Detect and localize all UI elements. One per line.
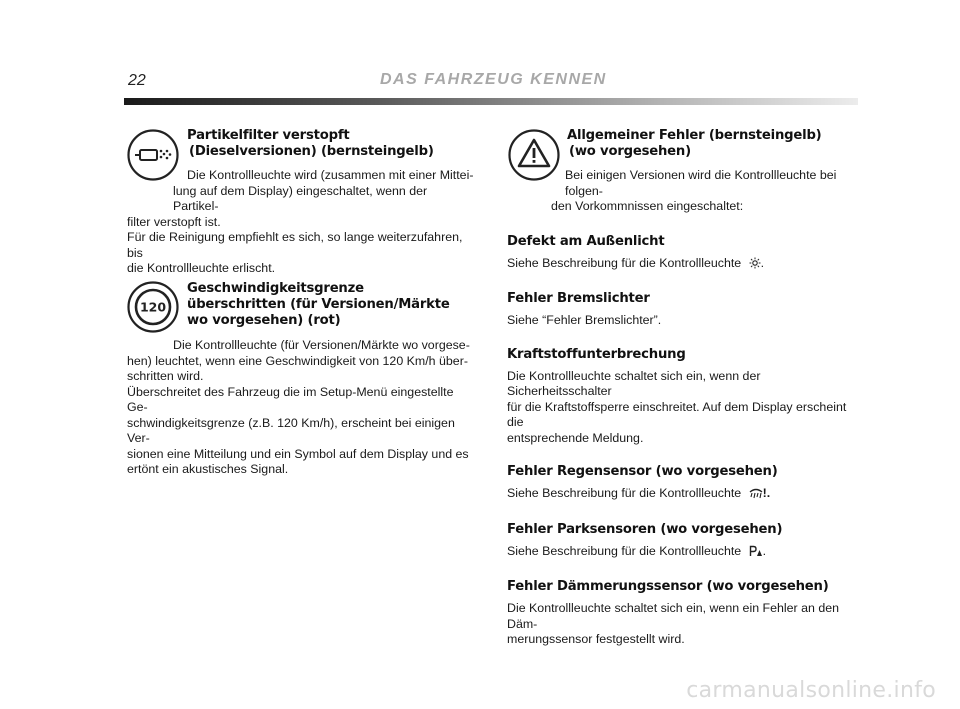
body-text: Die Kontrollleuchte schaltet sich ein, wenn der Sicherheitsschalter — [507, 368, 761, 398]
item-heading: Fehler Parksensoren (wo vorgesehen) — [507, 521, 783, 537]
body-text: entsprechende Meldung. — [507, 430, 644, 445]
body-text: Überschreitet des Fahrzeug die im Setup-Menü eingestellte Ge- — [127, 384, 454, 414]
body-text — [507, 486, 857, 504]
body-text: Bei einigen Versionen wird die Kontrollleuchte bei folgen- — [565, 168, 837, 198]
section-heading: Allgemeiner Fehler (bernsteingelb) — [567, 128, 822, 143]
body-text: lung auf dem Display) eingeschaltet, wenn der Partikel- — [173, 183, 428, 213]
general-error-section — [507, 128, 857, 648]
body-text: Die Kontrollleuchte wird (zusammen mit einer Mittei- — [187, 168, 474, 182]
item-suffix: . — [760, 255, 765, 270]
speed-limit-section — [127, 281, 475, 478]
park-sensor-icon — [749, 545, 763, 562]
body-text: Die Kontrollleuchte (für Versionen/Märkte wo vorgese- — [173, 338, 470, 352]
particle-filter-section — [127, 128, 475, 277]
item-heading: Defekt am Außenlicht — [507, 233, 665, 249]
section-heading: Geschwindigkeitsgrenze — [187, 281, 364, 296]
body-text: die Kontrollleuchte erlischt. — [127, 261, 276, 275]
body-text: hen) leuchtet, wenn eine Geschwindigkeit von 120 Km/h über- — [127, 353, 468, 368]
body-text: Siehe “Fehler Bremslichter”. — [507, 313, 662, 327]
item-heading: Fehler Regensensor (wo vorgesehen) — [507, 464, 778, 479]
body-text: Die Kontrollleuchte schaltet sich ein, wenn ein Fehler an den Däm- — [507, 601, 839, 631]
body-text: schritten wird. — [127, 369, 204, 383]
rain-sensor-icon — [749, 487, 763, 504]
body-text: für die Kraftstoffsperre einschreitet. Auf dem Display erscheint die — [507, 399, 847, 429]
header-rule — [124, 98, 858, 105]
section-heading: überschritten (für Versionen/Märkte — [187, 297, 450, 312]
section-heading: wo vorgesehen) (rot) — [187, 313, 341, 328]
section-heading: (wo vorgesehen) — [569, 144, 691, 159]
body-text: sionen eine Mitteilung und ein Symbol auf dem Display und es — [127, 446, 469, 461]
body-text: schwindigkeitsgrenze (z.B. 120 Km/h), erscheint bei einigen Ver- — [127, 415, 455, 445]
watermark: carmanualsonline.info — [686, 678, 936, 703]
section-heading: Partikelfilter verstopft — [187, 128, 350, 143]
chapter-title: DAS FAHRZEUG KENNEN — [380, 71, 607, 88]
body-text: ertönt ein akustisches Signal. — [127, 462, 289, 476]
speed-limit-label: 120 — [139, 299, 167, 315]
bulb-icon — [749, 257, 761, 274]
body-text: den Vorkommnissen eingeschaltet: — [551, 199, 744, 213]
item-heading: Fehler Bremslichter — [507, 291, 650, 306]
page-number: 22 — [128, 72, 146, 89]
item-text: Siehe Beschreibung für die Kontrollleuchte — [507, 255, 742, 270]
item-suffix: !. — [762, 486, 771, 500]
body-text — [507, 256, 857, 274]
body-text: merungssensor festgestellt wird. — [507, 632, 685, 646]
body-text — [507, 544, 857, 562]
body-text: Für die Reinigung empfiehlt es sich, so lange weiterzufahren, bis — [127, 230, 463, 260]
item-heading: Fehler Dämmerungssensor (wo vorgesehen) — [507, 579, 829, 594]
item-text: Siehe Beschreibung für die Kontrollleuchte — [507, 543, 742, 558]
item-text: Siehe Beschreibung für die Kontrollleuchte — [507, 486, 742, 500]
body-text: filter verstopft ist. — [127, 214, 221, 229]
section-heading: (Dieselversionen) (bernsteingelb) — [189, 144, 434, 159]
item-suffix: . — [762, 543, 767, 558]
item-heading: Kraftstoffunterbrechung — [507, 346, 686, 362]
